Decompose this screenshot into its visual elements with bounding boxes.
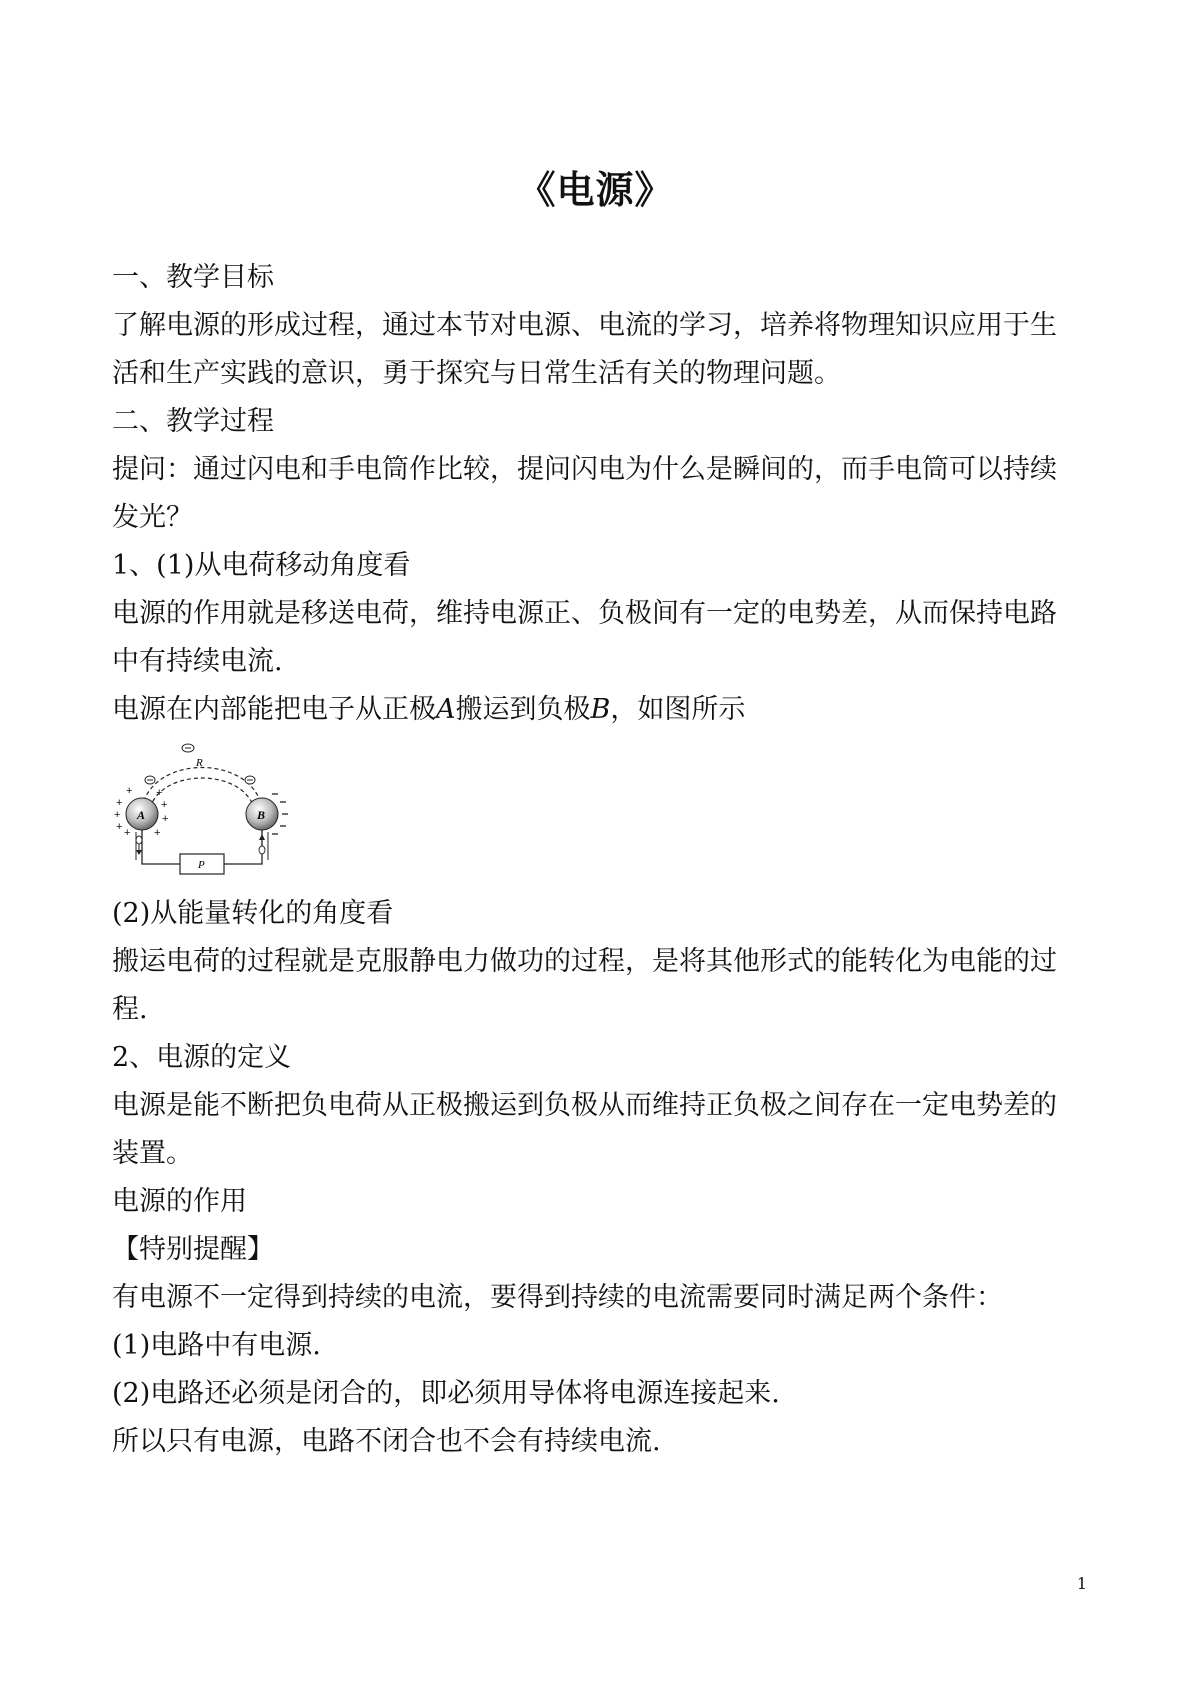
electron-icon (245, 776, 255, 784)
caption-part-1: 电源在内部能把电子从正极 (112, 694, 436, 725)
objectives-text: 了解电源的形成过程，通过本节对电源、电流的学习，培养将物理知识应用于生 活和生产实践的意识，勇于探究与日常生活有关的物理问题。 (112, 310, 1057, 389)
svg-text:+: + (114, 809, 121, 821)
question-text: 提问：通过闪电和手电筒作比较，提问闪电为什么是瞬间的，而手电筒可以持续发光？ (112, 454, 1057, 533)
svg-text:+: + (124, 827, 131, 839)
svg-text:+: + (162, 813, 169, 825)
page-number: 1 (1076, 1574, 1087, 1593)
point2-text: 搬运电荷的过程就是克服静电力做功的过程，是将其他形式的能转化为电能的过程. (112, 946, 1057, 1025)
role-heading: 电源的作用 (112, 1186, 247, 1217)
note-heading: 【特别提醒】 (112, 1234, 274, 1265)
document-title: 《电源》 (517, 168, 674, 212)
point1-figure-caption (112, 686, 1072, 734)
svg-text:+: + (116, 821, 123, 833)
up-arrow-icon (259, 834, 265, 854)
electron-icon (182, 744, 194, 752)
point1-text: 电源的作用就是移送电荷，维持电源正、负极间有一定的电势差，从而保持电路中有持续电流. (112, 598, 1057, 677)
svg-text:+: + (156, 787, 163, 799)
conclusion-text: 所以只有电源，电路不闭合也不会有持续电流. (112, 1426, 661, 1457)
document-body (112, 254, 1072, 1466)
point1-heading: 1、(1)从电荷移动角度看 (112, 550, 411, 581)
electron-icon (145, 776, 155, 784)
section-heading-process: 二、教学过程 (112, 406, 274, 437)
svg-text:+: + (161, 799, 168, 811)
definition-text: 电源是能不断把负电荷从正极搬运到负极从而维持正负极之间存在一定电势差的装置。 (112, 1090, 1057, 1169)
battery-circuit-figure (112, 736, 292, 888)
down-arrow-icon (136, 836, 142, 855)
label-a: A (137, 808, 146, 822)
definition-heading: 2、电源的定义 (112, 1042, 292, 1073)
section-heading-objectives: 一、教学目标 (112, 262, 274, 293)
wire-right (224, 830, 262, 864)
label-r: R (196, 757, 203, 769)
svg-text:+: + (126, 785, 133, 797)
note-text: 有电源不一定得到持续的电流，要得到持续的电流需要同时满足两个条件： (112, 1282, 1003, 1313)
label-p: P (198, 859, 205, 871)
point2-heading: (2)从能量转化的角度看 (112, 898, 394, 929)
wire-left (142, 830, 180, 864)
caption-label-b: B (590, 694, 611, 725)
condition-1: (1)电路中有电源. (112, 1330, 321, 1361)
caption-part-2: 搬运到负极 (455, 694, 591, 725)
caption-label-a: A (436, 694, 456, 725)
condition-2: (2)电路还必须是闭合的，即必须用导体将电源连接起来. (112, 1378, 780, 1409)
svg-text:+: + (116, 797, 123, 809)
caption-part-3: ，如图所示 (610, 694, 746, 725)
svg-text:+: + (154, 827, 161, 839)
label-b: B (257, 808, 266, 822)
